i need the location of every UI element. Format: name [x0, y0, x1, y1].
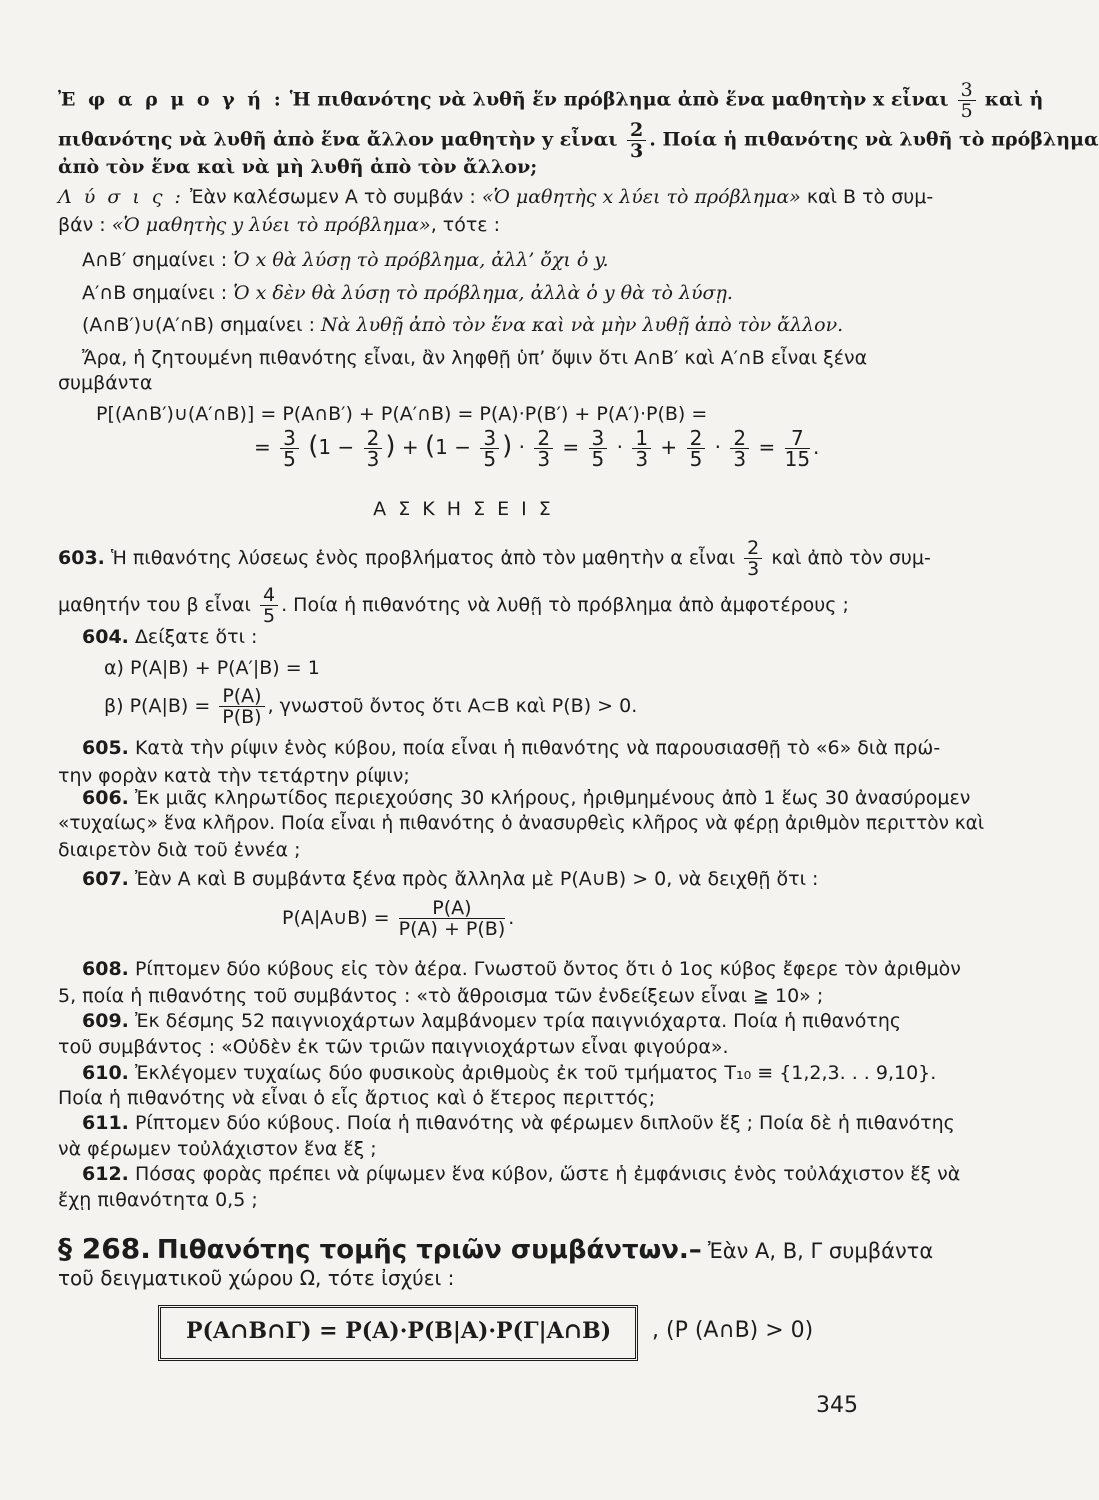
application-line-3: ἀπὸ τὸν ἕνα καὶ νὰ μὴ λυθῆ ἀπὸ τὸν ἄλλον; [58, 156, 538, 178]
exercise-603-line-2: μαθητήν του β εἶναι $\frac{4}{5}$ . Ποία ἡ πιθανότης νὰ λυθῇ τὸ πρόβλημα ἀπὸ ἀμφοτέρους ; [58, 584, 849, 627]
exercise-610-line-2: Ποία ἡ πιθανότης νὰ εἶναι ὁ εἷς ἄρτιος καὶ ὁ ἕτερος περιττός; [58, 1087, 656, 1109]
page-number: 345 [816, 1393, 858, 1418]
section-268-heading: § 268. Πιθανότης τομῆς τριῶν συμβάντων.– Ἐὰν Α, Β, Γ συμβάντα [58, 1232, 934, 1265]
exercise-603-line-1: 603. Ἡ πιθανότης λύσεως ἑνὸς προβλήματος ἀπὸ τὸν μαθητὴν α εἶναι $\frac{2}{3}$ καὶ ἀπὸ τὸν συμ- [58, 537, 931, 580]
exercise-611-line-1: 611. Ρίπτομεν δύο κύβους. Ποία ἡ πιθανότης νὰ φέρωμεν διπλοῦν ἕξ ; Ποία δὲ ἡ πιθανότης [82, 1112, 955, 1134]
exercise-608-line-1: 608. Ρίπτομεν δύο κύβους εἰς τὸν ἀέρα. Γνωστοῦ ὄντος ὅτι ὁ 1ος κύβος ἔφερε τὸν ἀριθμὸν [82, 958, 961, 980]
solution-line-5: (Α∩Β′)∪(Α′∩Β) σημαίνει : Νὰ λυθῇ ἀπὸ τὸν ἕνα καὶ νὰ μὴν λυθῇ ἀπὸ τὸν ἄλλον. [82, 314, 844, 336]
exercise-607-equation: P(Α|Α∪Β) = $\frac{P(A)}{P(A) + P(B)}$ . [282, 897, 515, 940]
fraction: $\frac{2}{3}$ [627, 120, 646, 161]
exercise-610-line-1: 610. Ἐκλέγομεν τυχαίως δύο φυσικοὺς ἀριθμοὺς ἐκ τοῦ τμήματος T₁₀ ≡ {1,2,3. . . 9,10}. [82, 1062, 937, 1084]
exercise-612-line-2: ἔχῃ πιθανότητα 0,5 ; [58, 1189, 258, 1211]
exercise-606-line-3: διαιρετὸν διὰ τοῦ ἐννέα ; [58, 839, 301, 861]
solution-line-3: Α∩Β′ σημαίνει : Ὁ x θὰ λύσῃ τὸ πρόβλημα, ἀλλ’ ὄχι ὁ y. [82, 249, 609, 271]
exercise-604-a: α) P(Α|Β) + P(Α′|Β) = 1 [104, 657, 320, 679]
solution-line-8: P[(Α∩Β′)∪(Α′∩Β)] = P(Α∩Β′) + P(Α′∩Β) = P(Α)·P(Β′) + P(Α′)·P(Β) = [96, 403, 708, 425]
exercise-605-line-2: την φορὰν κατὰ τὴν τετάρτην ρίψιν; [58, 765, 410, 787]
solution-line-2: βάν : «Ὁ μαθητὴς y λύει τὸ πρόβλημα», τότε : [58, 214, 500, 236]
exercise-612-line-1: 612. Πόσας φορὰς πρέπει νὰ ρίψωμεν ἕνα κύβον, ὥστε ἡ ἐμφάνισις ἑνὸς τοὐλάχιστον ἕξ νὰ [82, 1163, 961, 1185]
application-label: Ἐ φ α ρ μ ο γ ή : [58, 88, 284, 111]
solution-line-6: Ἄρα, ἡ ζητουμένη πιθανότης εἶναι, ἂν ληφθῇ ὑπ’ ὄψιν ὅτι Α∩Β′ καὶ Α′∩Β εἶναι ξένα [82, 347, 868, 369]
section-title: Πιθανότης τομῆς τριῶν συμβάντων.– [156, 1235, 702, 1265]
exercise-604-b: β) P(Α|Β) = $\frac{P(A)}{P(B)}$ , γνωστοῦ ὄντος ὅτι Α⊂Β καὶ P(Β) > 0. [104, 685, 638, 728]
solution-line-1: Λ ύ σ ι ς : Ἐὰν καλέσωμεν Α τὸ συμβάν : «Ὁ μαθητὴς x λύει τὸ πρόβλημα» καὶ Β τὸ συμ- [58, 186, 934, 208]
solution-label: Λ ύ σ ι ς : [58, 186, 184, 208]
exercise-606-line-2: «τυχαίως» ἕνα κλῆρον. Ποία εἶναι ἡ πιθανότης ὁ ἀνασυρθεὶς κλῆρος νὰ φέρῃ ἀριθμὸν περιττὸν καὶ [58, 813, 985, 834]
solution-line-4: Α′∩Β σημαίνει : Ὁ x δὲν θὰ λύσῃ τὸ πρόβλημα, ἀλλὰ ὁ y θὰ τὸ λύσῃ. [82, 282, 733, 304]
exercise-608-line-2: 5, ποία ἡ πιθανότης τοῦ συμβάντος : «τὸ ἄθροισμα τῶν ἐνδείξεων εἶναι ≧ 10» ; [58, 985, 824, 1007]
application-line-1: Ἐ φ α ρ μ ο γ ή : Ἡ πιθανότης νὰ λυθῆ ἕν πρόβλημα ἀπὸ ἕνα μαθητὴν x εἶναι $\frac{3}{5}$ καὶ ἡ [58, 79, 1044, 122]
exercise-605-line-1: 605. Κατὰ τὴν ρίψιν ἑνὸς κύβου, ποία εἶναι ἡ πιθανότης νὰ παρουσιασθῇ τὸ «6» διὰ πρώ- [82, 737, 941, 759]
solution-line-7: συμβάντα [58, 372, 153, 394]
section-number: § 268. [58, 1232, 151, 1265]
application-line-2: πιθανότης νὰ λυθῆ ἀπὸ ἕνα ἄλλον μαθητὴν y εἶναι $\frac{2}{3}$ . Ποία ἡ πιθανότης νὰ λυθῆ τὸ πρόβλημα [58, 119, 1099, 162]
formula-condition: , (P (Α∩Β) > 0) [652, 1318, 814, 1343]
exercise-609-line-1: 609. Ἐκ δέσμης 52 παιγνιοχάρτων λαμβάνομεν τρία παιγνιόχαρτα. Ποία ἡ πιθανότης [82, 1010, 902, 1032]
exercise-607-line-1: 607. Ἐὰν Α καὶ Β συμβάντα ξένα πρὸς ἄλληλα μὲ P(Α∪Β) > 0, νὰ δειχθῇ ὅτι : [82, 868, 819, 890]
section-268-line-2: τοῦ δειγματικοῦ χώρου Ω, τότε ἰσχύει : [58, 1266, 455, 1290]
exercise-606-line-1: 606. Ἐκ μιᾶς κληρωτίδος περιεχούσης 30 κλήρους, ἠριθμημένους ἀπὸ 1 ἕως 30 ἀνασύρομεν [82, 787, 971, 809]
exercises-title: Α Σ Κ Η Σ Ε Ι Σ [373, 498, 554, 520]
exercise-611-line-2: νὰ φέρωμεν τοὐλάχιστον ἕνα ἕξ ; [58, 1138, 377, 1160]
solution-equation: = $\frac{3}{5}$ (1 − $\frac{2}{3}$ ) + (1 − $\frac{3}{5}$ ) · $\frac{2}{3}$ = $\frac{3}{5}$ · $\frac{1}{3}$ + $\frac{2}{5}$ · $\frac{2}{3}$ = $\frac{7}{15}$ . [254, 426, 820, 471]
formula: P(Α∩Β∩Γ) = P(Α)·P(Β|Α)·P(Γ|Α∩Β) [186, 1318, 612, 1344]
exercise-609-line-2: τοῦ συμβάντος : «Οὐδὲν ἐκ τῶν τριῶν παιγνιοχάρτων εἶναι φιγούρα». [58, 1036, 729, 1058]
exercise-604-line-1: 604. Δείξατε ὅτι : [82, 626, 258, 648]
fraction: $\frac{3}{5}$ [958, 80, 976, 121]
